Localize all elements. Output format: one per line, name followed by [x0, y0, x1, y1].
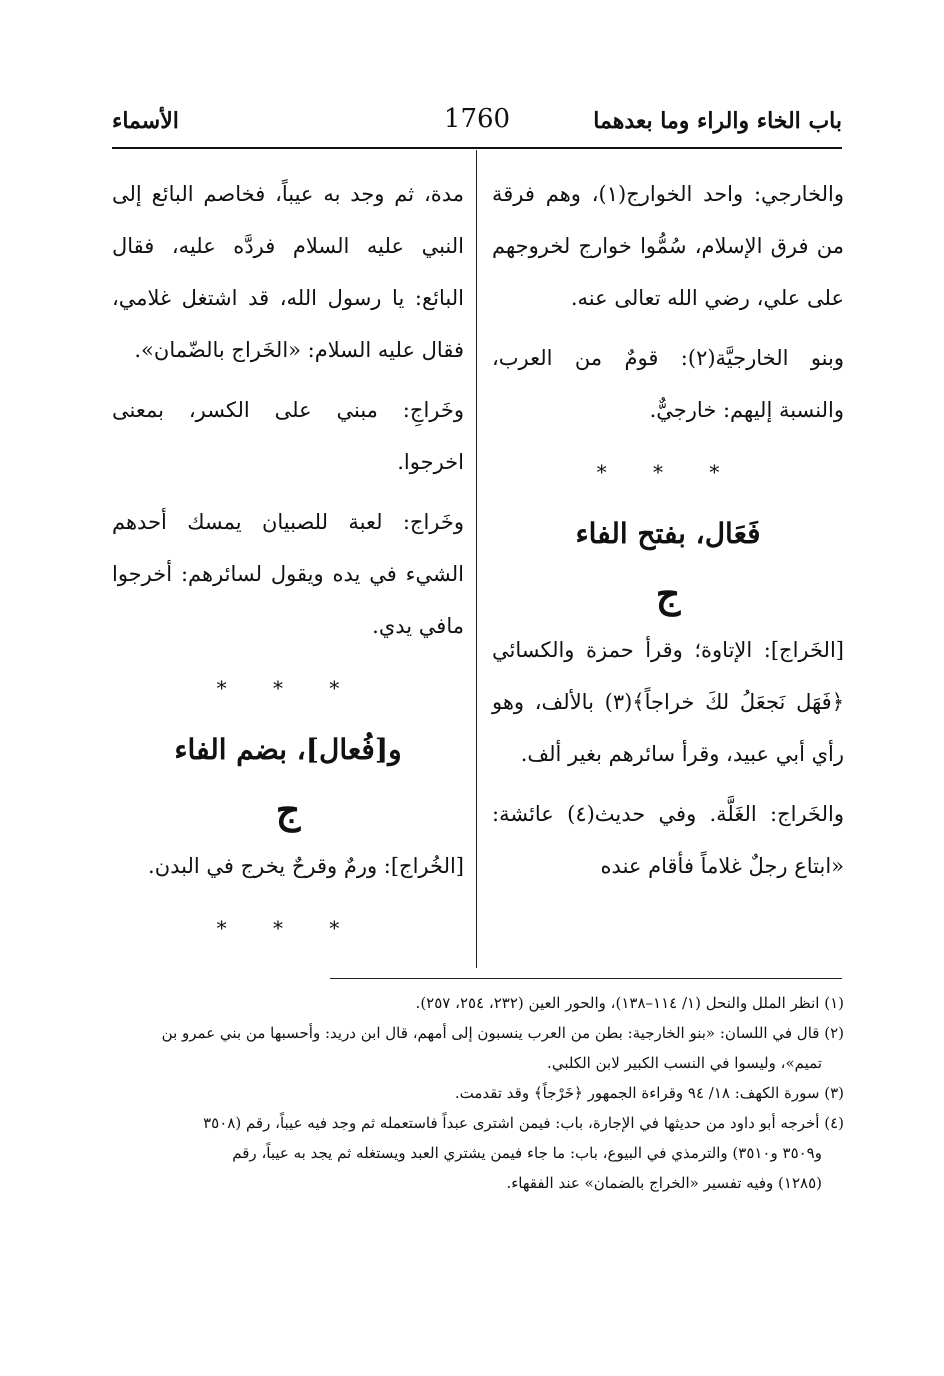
right-column [492, 168, 844, 900]
left-column [112, 168, 464, 964]
paragraph-khuraj: [الخُراج]: ورمٌ وقرحٌ يخرج في البدن. [148, 854, 464, 878]
paragraph-kharaj: [الخَراج]: الإتاوة؛ وقرأ حمزة والكسائي ﴿فَهَل نَجعَلُ لكَ خراجاً﴾(٣) بالألف، وهو رأي أبي عبيد، وقرأ سائرهم بغير ألف. [492, 638, 844, 766]
separator-stars: * * * [596, 460, 740, 484]
section-title: الأسماء [112, 108, 179, 134]
letter-heading-jim: ج [655, 571, 681, 616]
page-number: 1760 [443, 104, 511, 134]
footnote-4-line-1: (٤) أخرجه أبو داود من حديثها في الإجارة، باب: فيمن اشترى عبداً فاستعمله ثم وجد فيه عيباً، رقم (٣٥٠٨ [203, 1114, 844, 1132]
footnote-2-line-2: تميم»، وليسوا في النسب الكبير لابن الكلبي. [547, 1054, 822, 1072]
paragraph-kharaj-game: وخَراج: لعبة للصبيان يمسك أحدهم الشيء في يده ويقول لسائرهم: أخرجوا مافي يدي. [112, 510, 464, 638]
paragraph-kharaji-kasr: وخَراجِ: مبني على الكسر، بمعنى اخرجوا. [112, 398, 464, 474]
section-heading-fual: و[فُعال]، بضم الفاء [174, 733, 402, 766]
footnotes [102, 988, 844, 1198]
paragraph-continuation: مدة، ثم وجد به عيباً، فخاصم البائع إلى النبي عليه السلام فردَّه عليه، فقال البائع: يا رسول الله، قد اشتغل غلامي، فقال عليه السلام: «الخَراج بالضّمان». [112, 182, 464, 362]
separator-stars: * * * [216, 916, 360, 940]
column-divider [476, 150, 477, 968]
footnote-4-line-3: (١٢٨٥) وفيه تفسير «الخراج بالضمان» عند الفقهاء. [506, 1174, 822, 1192]
paragraph-bani-kharijiyya: وبنو الخارجيَّة(٢): قومٌ من العرب، والنسبة إليهم: خارجيٌّ. [492, 346, 844, 422]
chapter-title: باب الخاء والراء وما بعدهما [593, 108, 842, 134]
paragraph-kharaj-ghalla: والخَراج: الغَلَّة. وفي حديث(٤) عائشة: «ابتاع رجلٌ غلاماً فأقام عنده [492, 802, 844, 878]
section-heading-faal: فَعَال، بفتح الفاء [575, 517, 761, 550]
running-head [112, 100, 842, 140]
footnote-2-line-1: (٢) قال في اللسان: «بنو الخارجية: بطن من العرب ينسبون إلى أمهم، قال ابن دريد: وأحسبها من بني عمرو بن [161, 1024, 844, 1042]
paragraph-kharji: والخارجي: واحد الخوارج(١)، وهم فرقة من فرق الإسلام، سُمُّوا خوارج لخروجهم على علي، رضي الله تعالى عنه. [492, 182, 844, 310]
separator-stars: * * * [216, 676, 360, 700]
footnote-1: (١) انظر الملل والنحل (١/ ١١٤–١٣٨)، والحور العين (٢٣٢، ٢٥٤، ٢٥٧). [415, 994, 844, 1012]
footnote-rule [330, 978, 842, 979]
letter-heading-jim: ج [275, 787, 301, 832]
footnote-4-line-2: و٣٥٠٩ و٣٥١٠) والترمذي في البيوع، باب: ما جاء فيمن يشتري العبد ويستغله ثم يجد به عيباً، رقم [232, 1144, 822, 1162]
footnote-3: (٣) سورة الكهف: ١٨/ ٩٤ وقراءة الجمهور ﴿خَرْجاً﴾ وقد تقدمت. [454, 1084, 844, 1102]
header-rule [112, 147, 842, 149]
